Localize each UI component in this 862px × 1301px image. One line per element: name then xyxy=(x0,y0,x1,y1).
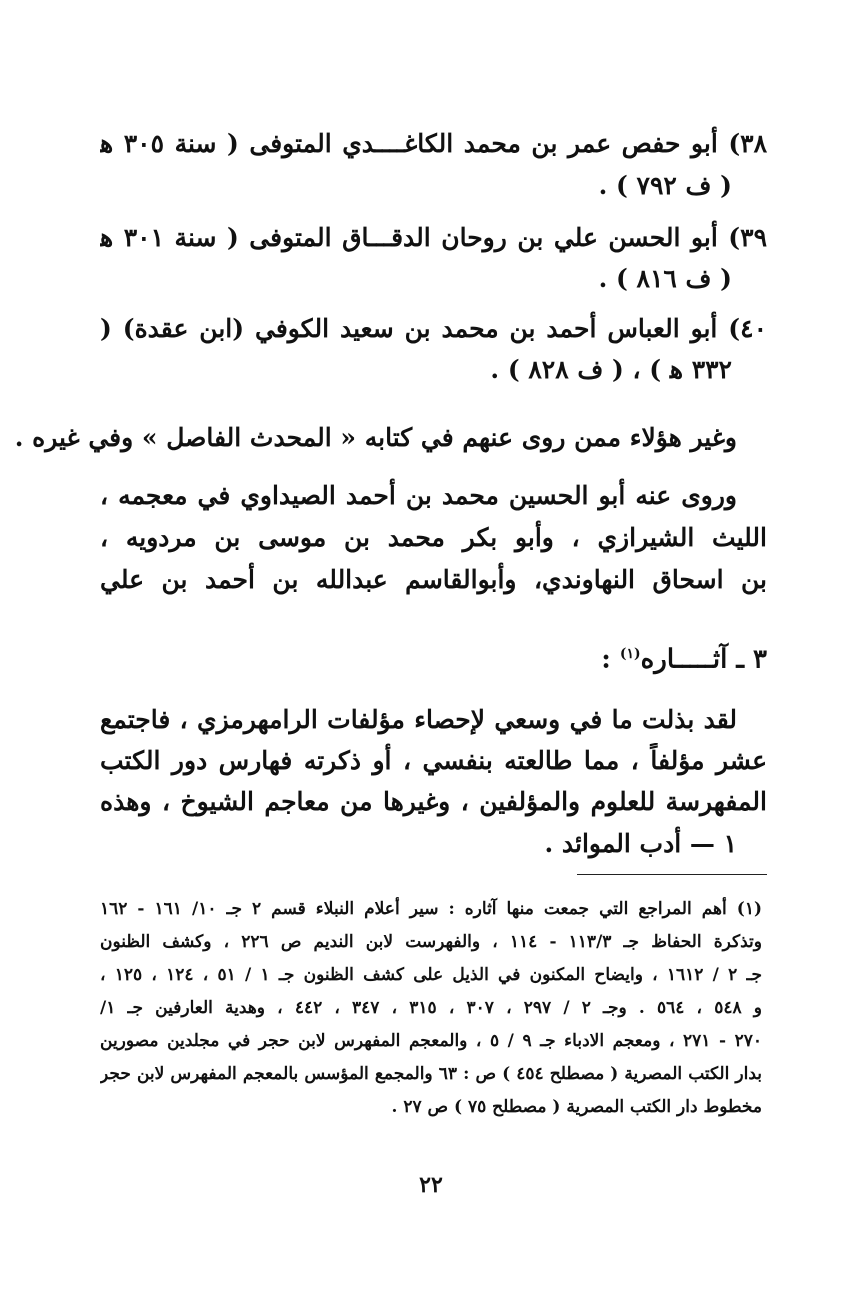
paragraph-others: وغير هؤلاء ممن روى عنهم في كتابه « المحدث الفاصل » وفي غيره . xyxy=(14,423,737,452)
section-title: ٣ ـ آثـــــاره xyxy=(640,644,767,675)
entry-38-line-1: ٣٨) أبو حفص عمر بن محمد الكاغــــدي المتوفى ( سنة ٣٠٥ ﻫ xyxy=(100,129,767,158)
footnote-line-2: وتذكرة الحفاظ جـ ١١٣/٣ - ١١٤ ، والفهرست لابن النديم ص ٢٢٦ ، وكشف الظنون xyxy=(100,932,762,952)
section-colon: : xyxy=(601,644,620,675)
entry-39-line-1: ٣٩) أبو الحسن علي بن روحان الدقـــاق المتوفى ( سنة ٣٠١ ﻫ xyxy=(100,223,767,252)
entry-38-line-2: ( ف ٧٩٢ ) . xyxy=(598,171,732,200)
entry-39-line-2: ( ف ٨١٦ ) . xyxy=(598,264,732,293)
page-number: ٢٢ xyxy=(419,1172,443,1198)
paragraph-narrators-line-2: الليث الشيرازي ، وأبو بكر محمد بن موسى بن مردويه ، xyxy=(100,523,767,552)
footnote-marker: (١) xyxy=(619,646,641,662)
entry-40-line-2: ٣٣٢ ﻫ ) ، ( ف ٨٢٨ ) . xyxy=(490,355,732,384)
paragraph-works-line-3: المفهرسة للعلوم والمؤلفين ، وغيرها من معاجم الشيوخ ، وهذه xyxy=(100,787,767,816)
paragraph-works-line-1: لقد بذلت ما في وسعي لإحصاء مؤلفات الرامهرمزي ، فاجتمع xyxy=(100,705,737,734)
footnote-line-1: (١) أهم المراجع التي جمعت منها آثاره : سير أعلام النبلاء قسم ٢ جـ ١٠/ ١٦١ - ١٦٢ xyxy=(100,899,762,919)
footnote-line-3: جـ ٢ / ١٦١٢ ، وايضاح المكنون في الذيل على كشف الظنون جـ ١ / ٥١ ، ١٢٤ ، ١٢٥ ، xyxy=(100,965,762,985)
paragraph-narrators-line-1: وروى عنه أبو الحسين محمد بن أحمد الصيداوي في معجمه ، xyxy=(100,481,737,510)
footnote-separator xyxy=(577,874,767,875)
paragraph-narrators-line-3: بن اسحاق النهاوندي، وأبوالقاسم عبدالله بن أحمد بن علي xyxy=(100,565,767,594)
works-list-item-1: ١ — أدب الموائد . xyxy=(544,829,737,858)
section-heading xyxy=(601,636,767,678)
footnote-line-6: بدار الكتب المصرية ( مصطلح ٤٥٤ ) ص : ٦٣ والمجمع المؤسس بالمعجم المفهرس لابن حجر xyxy=(100,1064,762,1084)
footnote-line-5: ٢٧٠ - ٢٧١ ، ومعجم الادباء جـ ٩ / ٥ ، والمعجم المفهرس لابن حجر في مجلدين مصورين xyxy=(100,1031,762,1051)
entry-40-line-1: ٤٠) أبو العباس أحمد بن محمد بن سعيد الكوفي (ابن عقدة) ( xyxy=(100,314,767,343)
paragraph-works-line-2: عشر مؤلفاً ، مما طالعته بنفسي ، أو ذكرته فهارس دور الكتب xyxy=(100,746,767,775)
footnote-line-4: و ٥٤٨ ، ٥٦٤ . وجـ ٢ / ٢٩٧ ، ٣٠٧ ، ٣١٥ ، ٣٤٧ ، ٤٤٢ ، وهدية العارفين جـ ١/ xyxy=(100,998,762,1018)
footnote-line-7: مخطوط دار الكتب المصرية ( مصطلح ٧٥ ) ص ٢٧ . xyxy=(391,1097,762,1117)
